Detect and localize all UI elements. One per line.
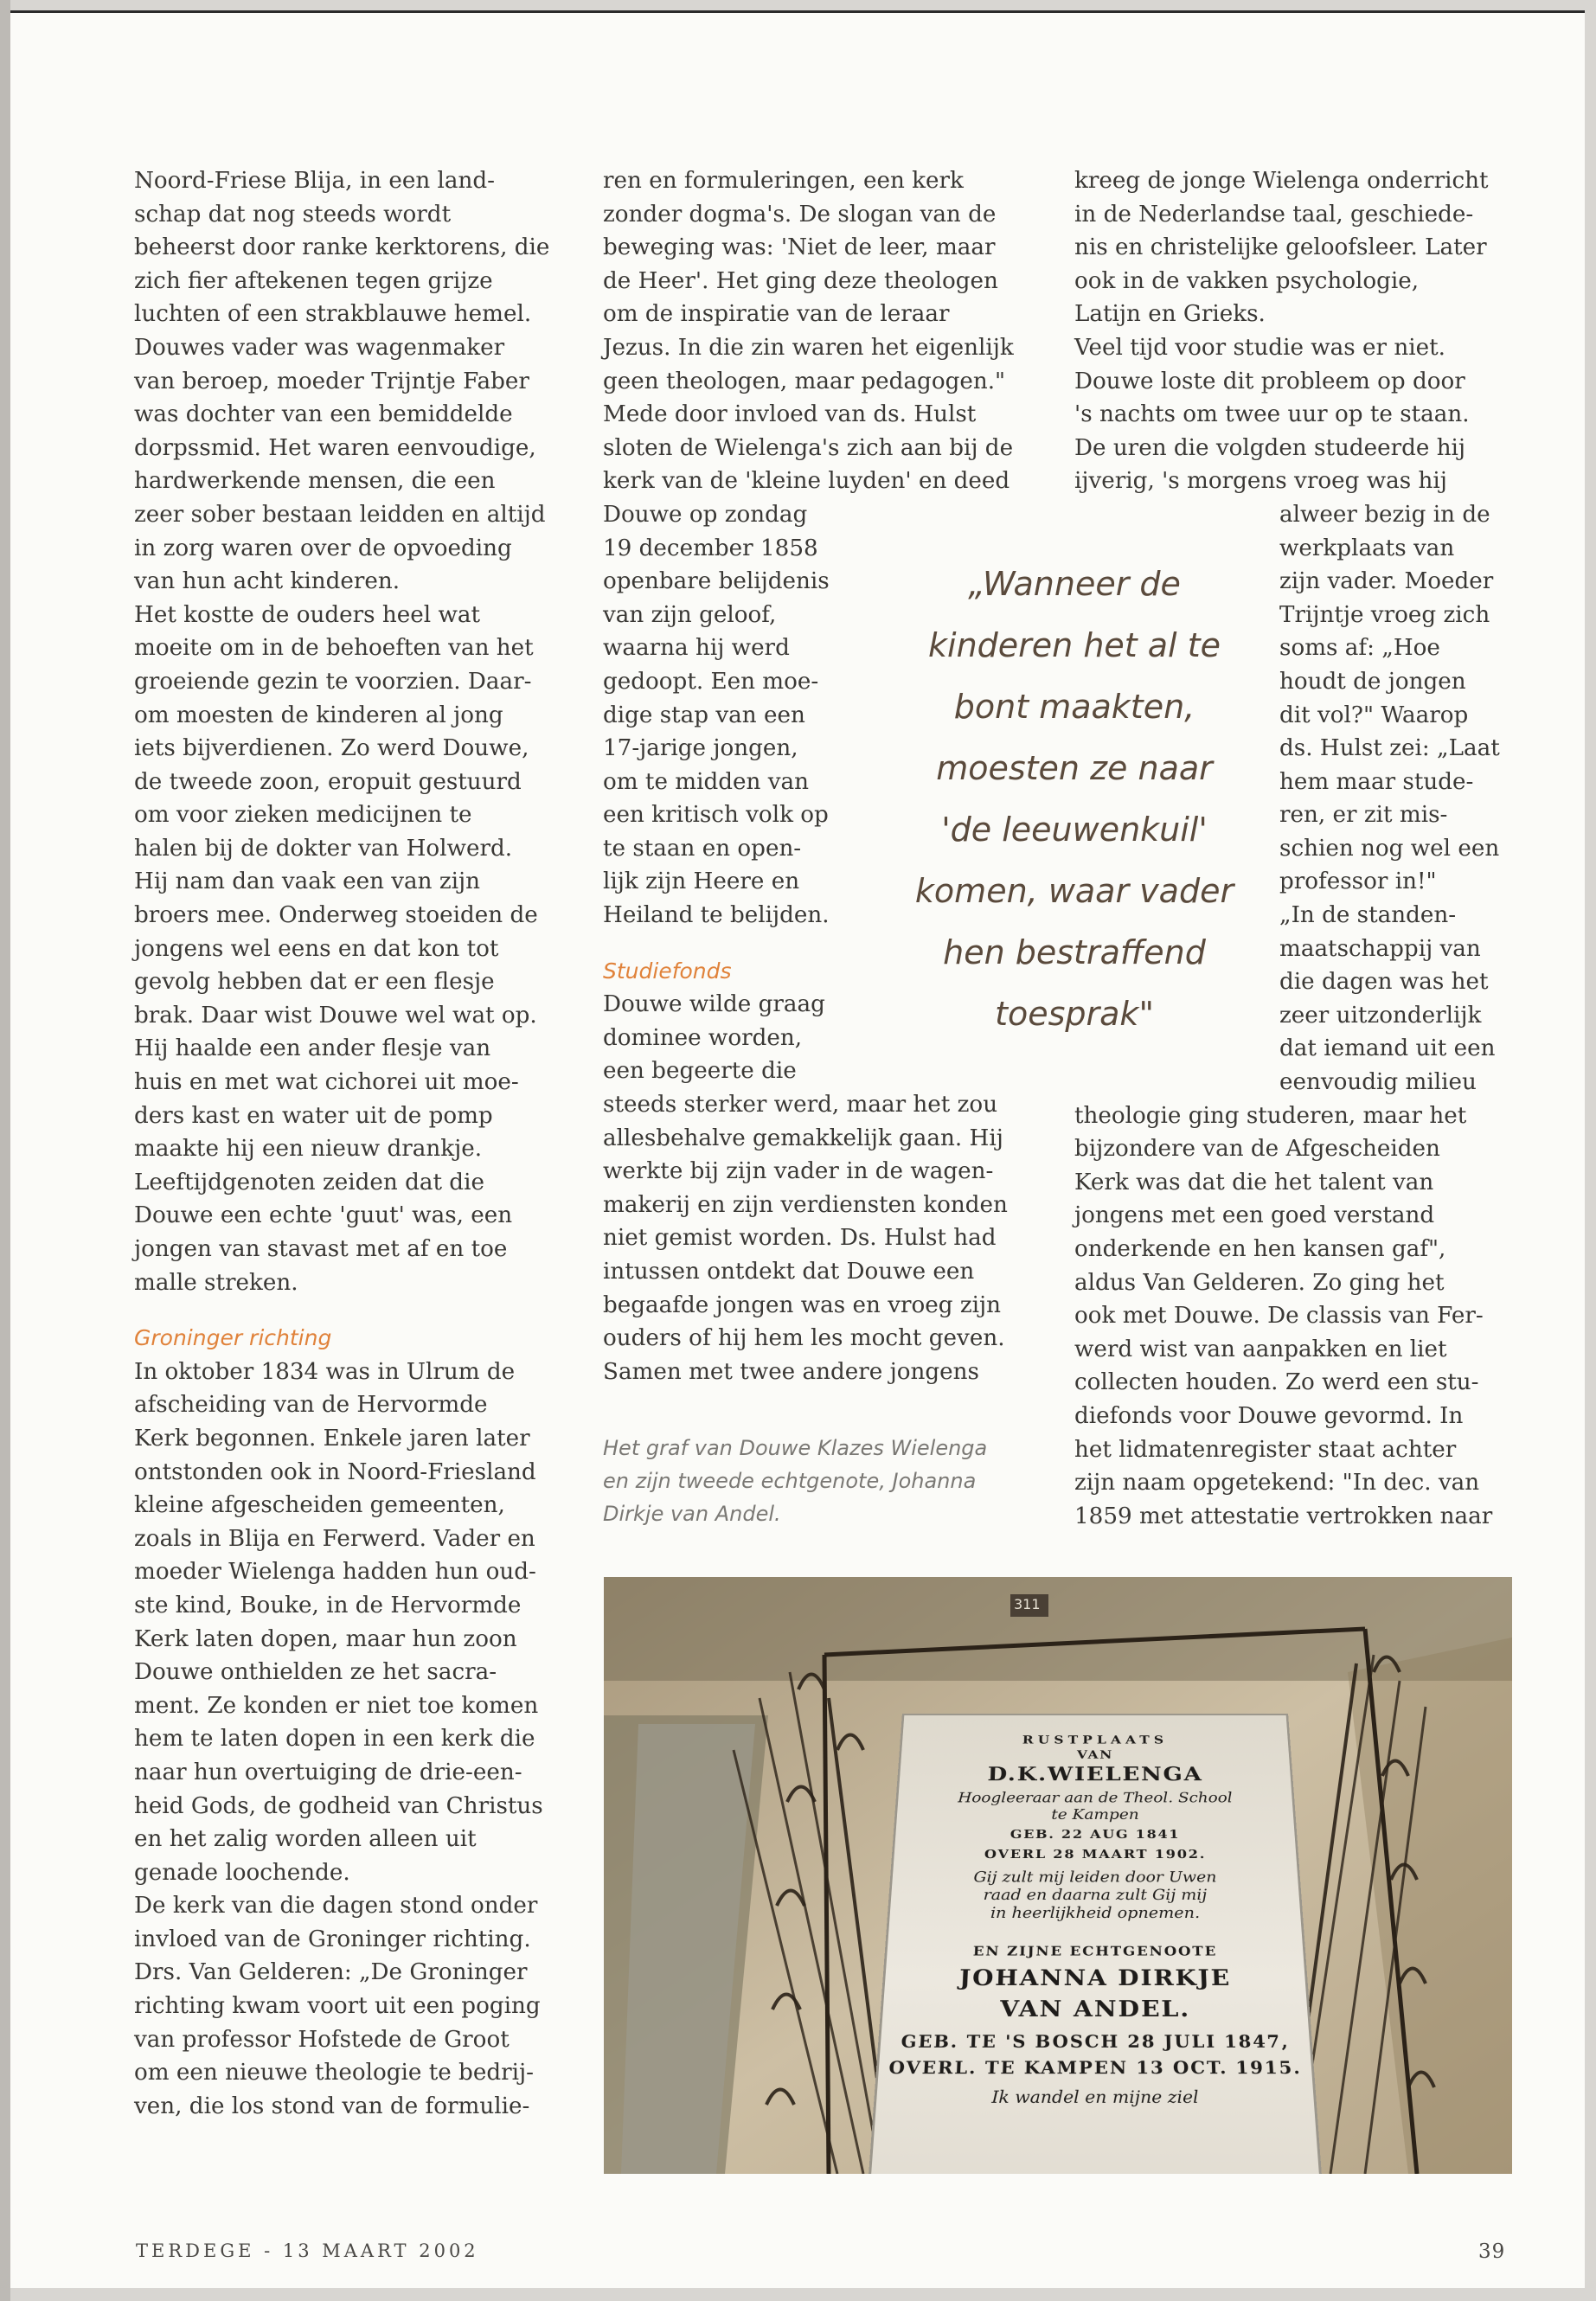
text-line: dat iemand uit een	[1279, 1035, 1496, 1062]
gravestone-line: raad en daarna zult Gij mij	[983, 1886, 1208, 1904]
text-column-1	[134, 164, 584, 2123]
text-line: Dirkje van Andel.	[603, 1502, 781, 1526]
text-line: ds. Hulst zei: „Laat	[1279, 735, 1500, 762]
footer-publication: TERDEGE - 13 MAART 2002	[136, 2240, 479, 2261]
column-3-paragraphs	[1074, 164, 1524, 498]
gravestone-line: VAN ANDEL.	[999, 1996, 1191, 2022]
subhead-groninger-richting: Groninger richting	[134, 1325, 332, 1351]
text-line: broers mee. Onderweg stoeiden de	[134, 902, 538, 929]
text-line: moeite om in de behoeften van het	[134, 635, 534, 662]
text-line: Veel tijd voor studie was er niet.	[1074, 334, 1445, 361]
text-line: bijzondere van de Afgescheiden	[1074, 1136, 1440, 1163]
column-1-paragraphs	[134, 164, 584, 1299]
text-line: van zijn geloof,	[603, 601, 777, 628]
text-line: Mede door invloed van ds. Hulst	[603, 401, 977, 428]
grave-photo	[604, 1577, 1512, 2174]
text-line: Hij haalde een ander flesje van	[134, 1035, 491, 1062]
text-line: Kerk laten dopen, maar hun zoon	[134, 1625, 517, 1652]
text-line: dorpssmid. Het waren eenvoudige,	[134, 434, 536, 461]
text-line: geen theologen, maar pedagogen."	[603, 368, 1006, 394]
text-line: Kerk begonnen. Enkele jaren later	[134, 1425, 530, 1452]
text-line: De kerk van die dagen stond onder	[134, 1893, 538, 1920]
gravestone-line: OVERL 28 MAART 1902.	[984, 1847, 1207, 1862]
text-line: hem te laten dopen in een kerk die	[134, 1726, 535, 1753]
text-line: Hij nam dan vaak een van zijn	[134, 868, 481, 895]
text-line: soms af: „Hoe	[1279, 635, 1440, 662]
text-line: Drs. Van Gelderen: „De Groninger	[134, 1959, 528, 1986]
text-line: ontstonden ook in Noord-Friesland	[134, 1458, 536, 1485]
text-line: kleine afgescheiden gemeenten,	[134, 1492, 505, 1519]
gravestone-line: RUSTPLAATS	[1022, 1734, 1169, 1747]
text-line: ren en formuleringen, een kerk	[603, 168, 964, 194]
column-2-paragraphs-b	[603, 988, 1048, 1388]
text-line: ment. Ze konden er niet toe komen	[134, 1692, 539, 1719]
text-line: hardwerkende mensen, die een	[134, 468, 496, 495]
text-line: zeer uitzonderlijk	[1279, 1002, 1482, 1029]
text-line: de Heer'. Het ging deze theologen	[603, 267, 998, 294]
text-line: een kritisch volk op	[603, 802, 829, 829]
gravestone	[868, 1714, 1323, 2174]
text-line: Heiland te belijden.	[603, 902, 830, 929]
text-line: collecten houden. Zo werd een stu-	[1074, 1369, 1479, 1396]
text-line: Douwe een echte 'guut' was, een	[134, 1202, 513, 1229]
text-line: Kerk was dat die het talent van	[1074, 1169, 1434, 1195]
text-line: zonder dogma's. De slogan van de	[603, 201, 997, 228]
text-line: huis en met wat cichorei uit moe-	[134, 1069, 519, 1096]
text-line: diefonds voor Douwe gevormd. In	[1074, 1402, 1464, 1429]
magazine-page	[10, 10, 1585, 2288]
text-line: ijverig, 's morgens vroeg was hij	[1074, 468, 1447, 495]
text-line: makerij en zijn verdiensten konden	[603, 1191, 1008, 1218]
text-line: bont maakten,	[953, 688, 1195, 726]
text-line: Trijntje vroeg zich	[1279, 601, 1490, 628]
text-line: Douwe loste dit probleem op door	[1074, 368, 1465, 394]
text-line: kerk van de 'kleine luyden' en deed	[603, 468, 1010, 495]
text-line: nis en christelijke geloofsleer. Later	[1074, 234, 1487, 261]
text-line: van beroep, moeder Trijntje Faber	[134, 368, 529, 394]
text-line: ste kind, Bouke, in de Hervormde	[134, 1592, 522, 1618]
text-line: kreeg de jonge Wielenga onderricht	[1074, 168, 1489, 194]
text-line: ven, die los stond van de formulie-	[134, 2093, 530, 2119]
text-line: jongens wel eens en dat kon tot	[134, 935, 499, 962]
text-line: 's nachts om twee uur op te staan.	[1074, 401, 1470, 428]
text-line: die dagen was het	[1279, 969, 1489, 996]
text-line: maakte hij een nieuw drankje.	[134, 1136, 483, 1163]
text-line: De uren die volgden studeerde hij	[1074, 434, 1466, 461]
text-line: beweging was: 'Niet de leer, maar	[603, 234, 996, 261]
plot-marker: 311	[1014, 1596, 1041, 1612]
text-line: professor in!"	[1279, 868, 1437, 895]
text-line: Douwe op zondag	[603, 501, 808, 528]
subhead-studiefonds: Studiefonds	[603, 958, 732, 984]
text-line: dige stap van een	[603, 702, 805, 728]
pull-quote-lines	[880, 554, 1269, 1045]
text-line: toesprak"	[995, 995, 1154, 1033]
text-line: sloten de Wielenga's zich aan bij de	[603, 434, 1014, 461]
text-line: 19 december 1858	[603, 535, 818, 561]
text-line: theologie ging studeren, maar het	[1074, 1102, 1467, 1129]
gravestone-line: Gij zult mij leiden door Uwen	[973, 1868, 1217, 1886]
text-line: zijn vader. Moeder	[1279, 568, 1494, 595]
text-line: Noord-Friese Blija, in een land-	[134, 168, 495, 194]
text-line: aldus Van Gelderen. Zo ging het	[1074, 1269, 1445, 1296]
column-3-paragraphs-b	[1074, 1099, 1524, 1534]
text-line: was dochter van een bemiddelde	[134, 401, 513, 428]
text-line: brak. Daar wist Douwe wel wat op.	[134, 1002, 537, 1029]
text-line: allesbehalve gemakkelijk gaan. Hij	[603, 1125, 1003, 1151]
text-line: richting kwam voort uit een poging	[134, 1993, 541, 2020]
text-line: jongens met een goed verstand	[1074, 1202, 1435, 1229]
text-line: Leeftijdgenoten zeiden dat die	[134, 1169, 484, 1195]
text-line: in zorg waren over de opvoeding	[134, 535, 512, 561]
text-line: komen, waar vader	[914, 872, 1234, 910]
text-line: groeiende gezin te voorzien. Daar-	[134, 668, 532, 695]
photo-caption	[603, 1432, 1053, 1530]
text-line: te staan en open-	[603, 835, 802, 862]
text-line: werkplaats van	[1279, 535, 1455, 561]
text-line: Het graf van Douwe Klazes Wielenga	[603, 1436, 988, 1460]
text-line: van hun acht kinderen.	[134, 568, 401, 595]
text-line: eenvoudig milieu	[1279, 1069, 1477, 1096]
text-line: schap dat nog steeds wordt	[134, 201, 452, 228]
text-line: zeer sober bestaan leidden en altijd	[134, 501, 546, 528]
text-line: iets bijverdienen. Zo werd Douwe,	[134, 735, 529, 762]
text-line: en het zalig worden alleen uit	[134, 1826, 477, 1853]
gravestone-line: te Kampen	[1051, 1806, 1139, 1823]
gravestone-line: in heerlijkheid opnemen.	[990, 1904, 1201, 1922]
column-1-paragraphs-b	[134, 1356, 584, 2124]
text-line: waarna hij werd	[603, 635, 790, 662]
text-line: ouders of hij hem les mocht geven.	[603, 1325, 1005, 1352]
text-line: Het kostte de ouders heel wat	[134, 601, 480, 628]
text-line: onderkende en hen kansen gaf",	[1074, 1236, 1446, 1262]
text-line: om te midden van	[603, 768, 809, 795]
gravestone-line: VAN	[1076, 1748, 1114, 1762]
text-line: zijn naam opgetekend: "In dec. van	[1074, 1470, 1480, 1497]
gravestone-line: Ik wandel en mijne ziel	[991, 2087, 1199, 2107]
text-line: werd wist van aanpakken en liet	[1074, 1336, 1447, 1362]
column-3-narrow-paragraphs	[1279, 498, 1524, 1099]
text-line: het lidmatenregister staat achter	[1074, 1436, 1457, 1463]
text-line: om de inspiratie van de leraar	[603, 301, 950, 328]
page-number: 39	[1478, 2240, 1506, 2263]
text-line: openbare belijdenis	[603, 568, 830, 595]
text-line: niet gemist worden. Ds. Hulst had	[603, 1225, 997, 1252]
text-line: genade loochende.	[134, 1859, 350, 1886]
text-line: jongen van stavast met af en toe	[134, 1236, 508, 1262]
text-line: ook met Douwe. De classis van Fer-	[1074, 1303, 1484, 1330]
text-line: werkte bij zijn vader in de wagen-	[603, 1158, 994, 1185]
gravestone-line: D.K.WIELENGA	[987, 1763, 1203, 1786]
text-line: dominee worden,	[603, 1024, 803, 1051]
gravestone-line: EN ZIJNE ECHTGENOOTE	[972, 1944, 1218, 1959]
text-line: Douwe onthielden ze het sacra-	[134, 1659, 497, 1686]
caption-lines	[603, 1432, 1053, 1530]
text-line: „Wanneer de	[968, 565, 1181, 603]
text-line: de tweede zoon, eropuit gestuurd	[134, 768, 522, 795]
text-line: Latijn en Grieks.	[1074, 301, 1266, 328]
gravestone-line: JOHANNA DIRKJE	[958, 1965, 1232, 1991]
text-line: In oktober 1834 was in Ulrum de	[134, 1358, 516, 1385]
text-line: Douwes vader was wagenmaker	[134, 334, 505, 361]
text-line: ren, er zit mis-	[1279, 802, 1448, 829]
text-line: beheerst door ranke kerktorens, die	[134, 234, 550, 261]
text-line: om voor zieken medicijnen te	[134, 802, 472, 829]
text-line: heid Gods, de godheid van Christus	[134, 1792, 543, 1819]
text-line: intussen ontdekt dat Douwe een	[603, 1259, 975, 1285]
text-line: hen bestraffend	[943, 933, 1206, 971]
text-line: houdt de jongen	[1279, 668, 1466, 695]
text-line: gevolg hebben dat er een flesje	[134, 969, 495, 996]
text-line: om een nieuwe theologie te bedrij-	[134, 2060, 534, 2086]
gravestone-line: OVERL. TE KAMPEN 13 OCT. 1915.	[888, 2058, 1303, 2079]
text-line: luchten of een strakblauwe hemel.	[134, 301, 532, 328]
text-line: ook in de vakken psychologie,	[1074, 267, 1420, 294]
text-line: moesten ze naar	[936, 749, 1213, 787]
text-line: steeds sterker werd, maar het zou	[603, 1092, 998, 1118]
text-line: maatschappij van	[1279, 935, 1481, 962]
text-line: van professor Hofstede de Groot	[134, 2026, 510, 2053]
text-line: Samen met twee andere jongens	[603, 1358, 979, 1385]
text-line: invloed van de Groninger richting.	[134, 1926, 531, 1952]
text-line: schien nog wel een	[1279, 835, 1500, 862]
text-line: naar hun overtuiging de drie-een-	[134, 1759, 522, 1785]
text-line: malle streken.	[134, 1269, 298, 1296]
text-line: afscheiding van de Hervormde	[134, 1392, 488, 1419]
text-line: zoals in Blija en Ferwerd. Vader en	[134, 1525, 535, 1552]
text-line: Douwe wilde graag	[603, 991, 825, 1018]
text-line: zich fier aftekenen tegen grijze	[134, 267, 493, 294]
text-line: een begeerte die	[603, 1058, 797, 1085]
text-line: alweer bezig in de	[1279, 501, 1490, 528]
text-line: 'de leeuwenkuil'	[941, 811, 1208, 849]
text-line: „In de standen-	[1279, 902, 1457, 929]
gravestone-line: GEB. TE 'S BOSCH 28 JULI 1847,	[900, 2032, 1291, 2053]
gravestone-line: Hoogleeraar aan de Theol. School	[957, 1790, 1234, 1806]
text-line: hem maar stude-	[1279, 768, 1474, 795]
text-line: kinderen het al te	[928, 626, 1221, 664]
pull-quote	[880, 554, 1269, 1045]
text-line: Jezus. In die zin waren het eigenlijk	[603, 334, 1014, 361]
text-line: ders kast en water uit de pomp	[134, 1102, 493, 1129]
text-line: begaafde jongen was en vroeg zijn	[603, 1292, 1002, 1318]
text-line: dit vol?" Waarop	[1279, 702, 1469, 728]
text-line: in de Nederlandse taal, geschiede-	[1074, 201, 1474, 228]
text-line: en zijn tweede echtgenote, Johanna	[603, 1469, 977, 1493]
text-line: lijk zijn Heere en	[603, 868, 800, 895]
text-line: om moesten de kinderen al jong	[134, 702, 503, 728]
page-gutter-shadow	[0, 0, 10, 2301]
text-line: 1859 met attestatie vertrokken naar	[1074, 1503, 1493, 1529]
text-line: 17-jarige jongen,	[603, 735, 798, 762]
text-line: halen bij de dokter van Holwerd.	[134, 835, 513, 862]
text-line: gedoopt. Een moe-	[603, 668, 819, 695]
text-line: moeder Wielenga hadden hun oud-	[134, 1559, 536, 1586]
gravestone-line: GEB. 22 AUG 1841	[1010, 1827, 1181, 1842]
